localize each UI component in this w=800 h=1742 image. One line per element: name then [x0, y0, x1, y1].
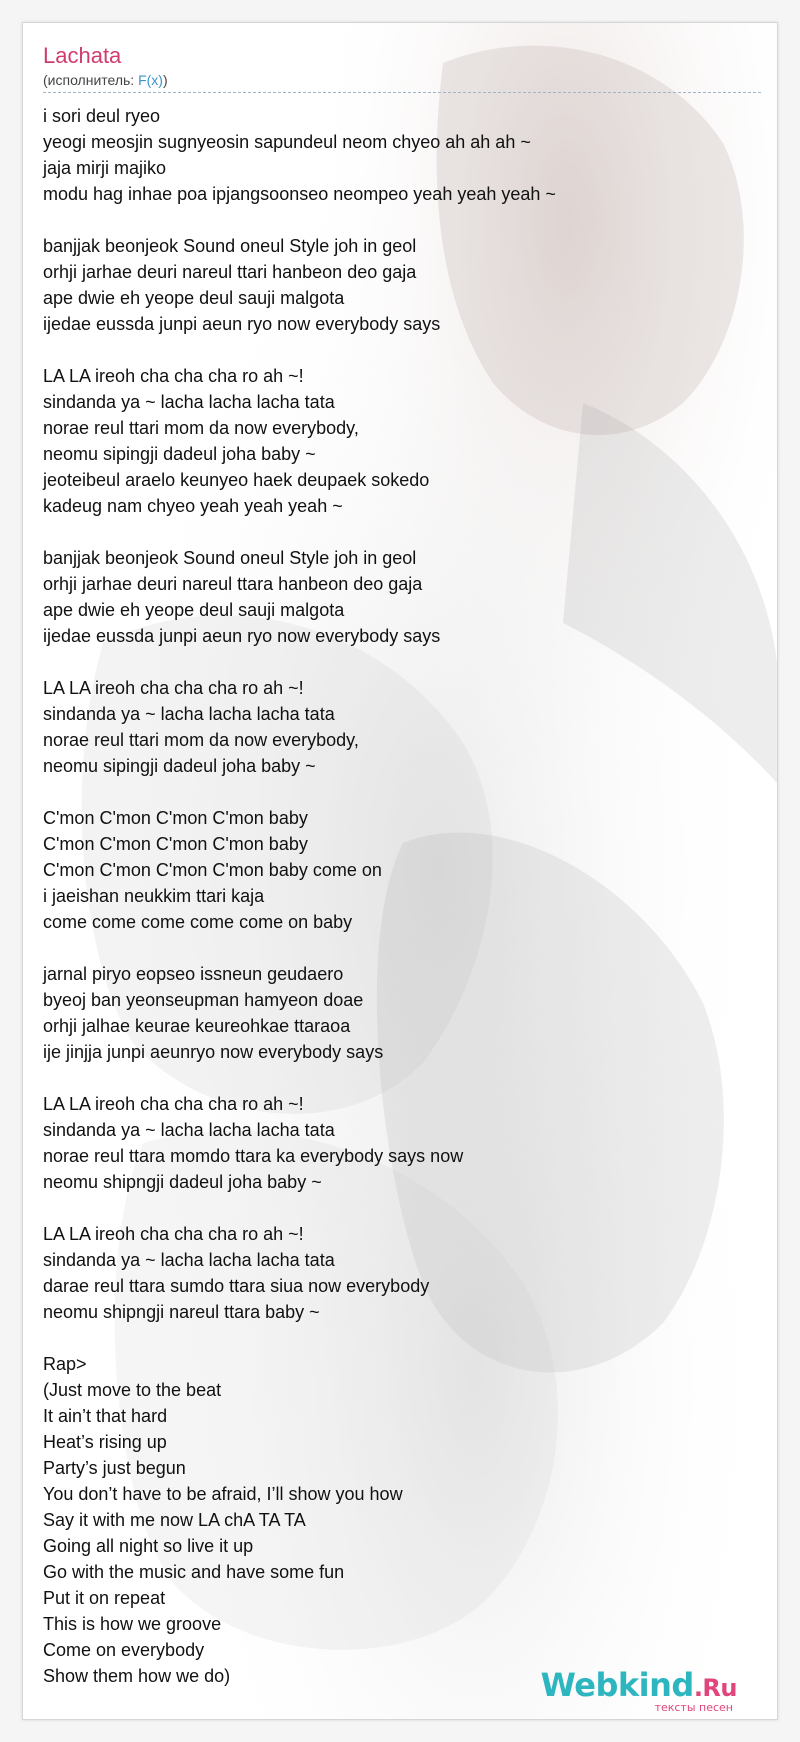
site-logo[interactable] — [540, 1666, 737, 1714]
stanza-break — [43, 207, 757, 233]
performer-suffix: ) — [162, 72, 168, 88]
stanza-break — [43, 935, 757, 961]
stanza-break — [43, 649, 757, 675]
lyric-line: This is how we groove — [43, 1614, 222, 1634]
logo-domain: .Ru — [693, 1674, 737, 1702]
lyric-line: darae reul ttara sumdo ttara siua now everybody — [43, 1276, 430, 1296]
lyric-line: jarnal piryo eopseo issneun geudaero — [43, 964, 344, 984]
lyric-line: modu hag inhae poa ipjangsoonseo neompeo yeah yeah yeah ~ — [43, 184, 556, 204]
stanza-break — [43, 779, 757, 805]
lyric-line: byeoj ban yeonseupman hamyeon doae — [43, 990, 364, 1010]
stanza-break — [43, 1195, 757, 1221]
lyric-line: orhji jarhae deuri nareul ttari hanbeon deo gaja — [43, 262, 417, 282]
stanza-break — [43, 1065, 757, 1091]
lyric-line: sindanda ya ~ lacha lacha lacha tata — [43, 1120, 335, 1140]
lyric-line: neomu sipingji dadeul joha baby ~ — [43, 444, 316, 464]
logo-tagline: тексты песен — [654, 1701, 733, 1714]
stanza-break — [43, 1325, 757, 1351]
lyric-line: norae reul ttara momdo ttara ka everybody says now — [43, 1146, 464, 1166]
lyric-line: (Just move to the beat — [43, 1380, 222, 1400]
song-title: Lachata — [43, 43, 122, 68]
lyric-line: jaja mirji majiko — [43, 158, 167, 178]
lyric-line: Rap> — [43, 1354, 87, 1374]
performer-prefix: (исполнитель: — [43, 72, 139, 88]
lyric-line: It ain’t that hard — [43, 1406, 168, 1426]
lyric-line: norae reul ttari mom da now everybody, — [43, 730, 359, 750]
lyric-line: ape dwie eh yeope deul sauji malgota — [43, 288, 345, 308]
lyric-line: sindanda ya ~ lacha lacha lacha tata — [43, 392, 335, 412]
stanza-break — [43, 337, 757, 363]
lyric-line: banjjak beonjeok Sound oneul Style joh in geol — [43, 236, 417, 256]
song-content — [43, 43, 757, 1689]
lyric-line: C'mon C'mon C'mon C'mon baby come on — [43, 860, 382, 880]
lyric-line: Put it on repeat — [43, 1588, 166, 1608]
lyric-line: come come come come come on baby — [43, 912, 353, 932]
lyric-line: Come on everybody — [43, 1640, 205, 1660]
lyric-line: i jaeishan neukkim ttari kaja — [43, 886, 265, 906]
lyrics-body — [43, 103, 757, 1689]
stanza-break — [43, 519, 757, 545]
lyric-line: Heat’s rising up — [43, 1432, 167, 1452]
lyric-line: norae reul ttari mom da now everybody, — [43, 418, 359, 438]
lyric-line: ijedae eussda junpi aeun ryo now everybody says — [43, 626, 441, 646]
lyric-line: orhji jalhae keurae keureohkae ttaraoa — [43, 1016, 351, 1036]
lyric-line: i sori deul ryeo — [43, 106, 161, 126]
lyric-line: jeoteibeul araelo keunyeo haek deupaek sokedo — [43, 470, 430, 490]
lyric-line: Go with the music and have some fun — [43, 1562, 345, 1582]
lyric-line: You don’t have to be afraid, I’ll show you how — [43, 1484, 403, 1504]
lyric-line: neomu shipngji nareul ttara baby ~ — [43, 1302, 320, 1322]
lyric-line: orhji jarhae deuri nareul ttara hanbeon deo gaja — [43, 574, 423, 594]
lyric-line: sindanda ya ~ lacha lacha lacha tata — [43, 704, 335, 724]
lyric-line: neomu shipngji dadeul joha baby ~ — [43, 1172, 322, 1192]
logo-wordmark: Webkind — [540, 1666, 694, 1704]
lyric-line: C'mon C'mon C'mon C'mon baby — [43, 834, 308, 854]
lyric-line: LA LA ireoh cha cha cha ro ah ~! — [43, 1094, 304, 1114]
lyric-line: Show them how we do) — [43, 1666, 231, 1686]
lyric-line: Party’s just begun — [43, 1458, 186, 1478]
lyric-line: Say it with me now LA chA TA TA — [43, 1510, 306, 1530]
lyric-line: yeogi meosjin sugnyeosin sapundeul neom chyeo ah ah ah ~ — [43, 132, 531, 152]
lyric-line: LA LA ireoh cha cha cha ro ah ~! — [43, 1224, 304, 1244]
lyric-line: ije jinjja junpi aeunryo now everybody says — [43, 1042, 384, 1062]
lyric-line: LA LA ireoh cha cha cha ro ah ~! — [43, 366, 304, 386]
lyric-line: banjjak beonjeok Sound oneul Style joh in geol — [43, 548, 417, 568]
lyric-line: C'mon C'mon C'mon C'mon baby — [43, 808, 308, 828]
lyric-line: kadeug nam chyeo yeah yeah yeah ~ — [43, 496, 343, 516]
lyric-line: LA LA ireoh cha cha cha ro ah ~! — [43, 678, 304, 698]
performer-line — [43, 71, 761, 93]
lyric-line: sindanda ya ~ lacha lacha lacha tata — [43, 1250, 335, 1270]
lyric-line: Going all night so live it up — [43, 1536, 254, 1556]
lyric-line: neomu sipingji dadeul joha baby ~ — [43, 756, 316, 776]
lyric-line: ijedae eussda junpi aeun ryo now everybody says — [43, 314, 441, 334]
lyrics-card — [22, 22, 778, 1720]
performer-link[interactable]: F(x) — [138, 72, 163, 88]
lyric-line: ape dwie eh yeope deul sauji malgota — [43, 600, 345, 620]
